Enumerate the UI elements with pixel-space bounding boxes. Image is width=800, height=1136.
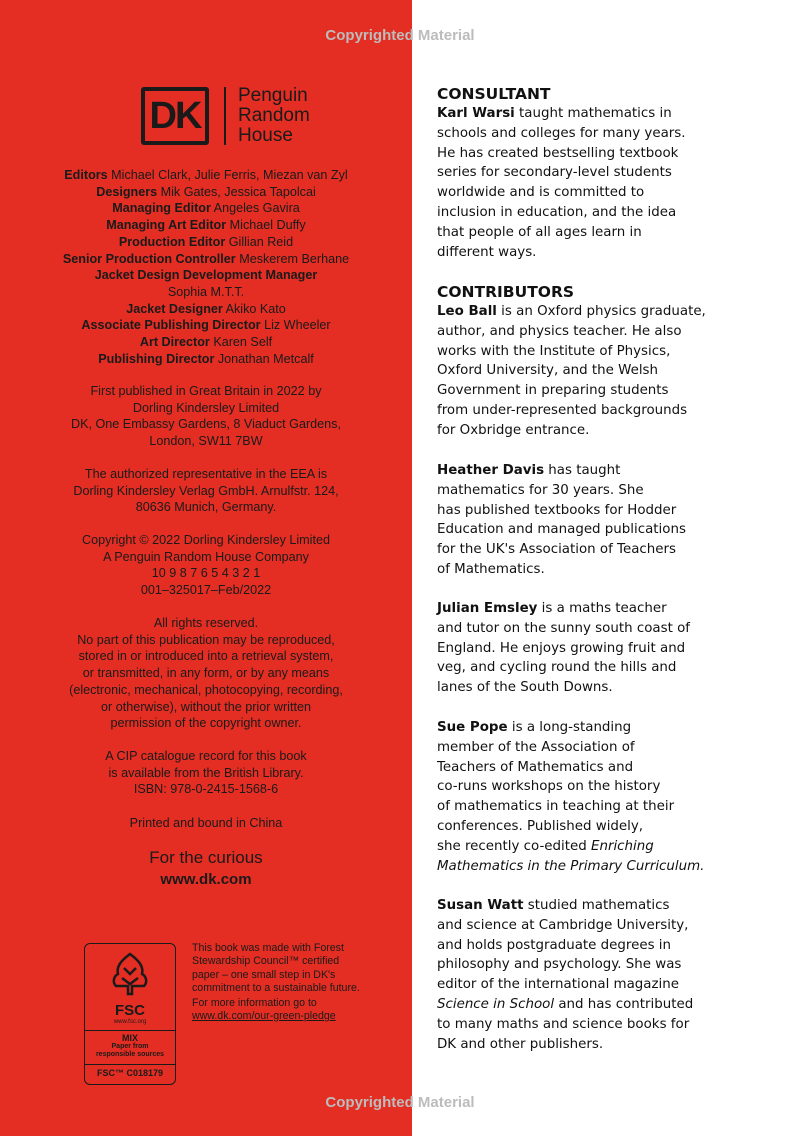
dk-logo: DK <box>141 87 209 145</box>
copyright-block: Copyright © 2022 Dorling Kindersley Limited A Penguin Random House Company 10 9 8 7 6 5 4 3 2 1 001–325017–Feb/2022 <box>82 533 330 598</box>
consultant-section: CONSULTANT Karl Warsi taught mathematics in schools and colleges for many years. He has created bestselling textbook series for secondary-level students worldwide and is committed to inclusion in education, and the idea that people of all ages learn in different ways. <box>437 85 787 262</box>
logo-divider <box>224 87 226 145</box>
contributor-julian-emsley: Julian Emsley is a maths teacher and tutor on the sunny south coast of England. He enjoys growing fruit and veg, and cycling round the hills and lanes of the South Downs. <box>437 601 690 696</box>
first-published-block: First published in Great Britain in 2022 by Dorling Kindersley Limited DK, One Embassy Gardens, 8 Viaduct Gardens, London, SW11 7BW <box>71 384 341 449</box>
consultant-name: Karl Warsi <box>437 106 515 121</box>
fsc-code: FSC™ C018179 <box>85 1064 175 1078</box>
tagline: For the curious <box>149 848 263 867</box>
contributor-name: Julian Emsley <box>437 601 538 616</box>
contributors-section: CONTRIBUTORS Leo Ball is an Oxford physics graduate, author, and physics teacher. He also works with the Institute of Physics, Oxford University, and the Welsh Government in preparing students from under-represented backgrounds for Oxbridge entrance. <box>437 283 787 441</box>
credit-line: Managing Editor Angeles Gavira <box>112 201 300 216</box>
credit-line: Jacket Designer Akiko Kato <box>126 301 286 316</box>
contributor-name: Susan Watt <box>437 898 524 913</box>
fsc-tree-icon <box>104 950 156 998</box>
contributor-name: Leo Ball <box>437 304 497 319</box>
credit-line: Production Editor Gillian Reid <box>118 234 294 249</box>
rights-block: All rights reserved. No part of this publication may be reproduced, stored in or introduced into a retrieval system, or transmitted, in any form, or by any means (electronic, mechanical, photocopying, recording, or otherwise), without the prior written permission of the copyright owner. <box>69 616 343 731</box>
website-link[interactable]: www.dk.com <box>160 871 252 888</box>
contributor-sue-pope: Sue Pope is a long-standing member of the Association of Teachers of Mathematics and co-runs workshops on the history of mathematics in teaching at their conferences. Published widely, she recently co-edited Enriching Mathematics in the Primary Curriculum. <box>437 720 705 874</box>
fsc-mix: MIX <box>85 1030 175 1043</box>
credit-line: Editors Michael Clark, Julie Ferris, Miezan van Zyl <box>64 168 348 182</box>
consultant-heading: CONSULTANT <box>437 85 551 103</box>
contributor-name: Sue Pope <box>437 720 508 735</box>
contributor-heather-davis: Heather Davis has taught mathematics for 30 years. She has published textbooks for Hodder Education and managed publications for the UK's Association of Teachers of Mathematics. <box>437 463 686 577</box>
contributors-heading: CONTRIBUTORS <box>437 283 575 301</box>
contributor-susan-watt: Susan Watt studied mathematics and science at Cambridge University, and holds postgraduate degrees in philosophy and psychology. She was editor of the international magazine Science in School and has contributed to many maths and science books for DK and other publishers. <box>437 898 694 1052</box>
tagline-block <box>20 847 392 891</box>
contributor-name: Heather Davis <box>437 463 545 478</box>
credit-line: Sophia M.T.T. <box>167 284 245 299</box>
credit-line: Senior Production Controller Meskerem Berhane <box>62 251 350 266</box>
credit-line: Art Director Karen Self <box>139 335 273 350</box>
credit-line: Jacket Design Development Manager <box>94 268 318 283</box>
fsc-web: www.fsc.org <box>113 1019 147 1025</box>
fsc-statement: This book was made with Forest Stewardship Council™ certified paper – one small step in DK's commitment to a sustainable future. For more information go to www.dk.com/our-green-pledge <box>192 942 392 1023</box>
printed-in: Printed and bound in China <box>129 816 283 830</box>
penguin-random-house-logo: Penguin Random House <box>238 85 310 146</box>
fsc-name: FSC <box>115 1002 145 1019</box>
credit-line: Publishing Director Jonathan Metcalf <box>98 351 314 366</box>
credit-line: Associate Publishing Director Liz Wheeler <box>81 318 331 333</box>
dk-prh-logo <box>141 85 310 147</box>
credit-line: Designers Mik Gates, Jessica Tapolcai <box>96 184 316 199</box>
credit-line: Managing Art Editor Michael Duffy <box>106 218 306 233</box>
credits-list <box>20 167 392 367</box>
watermark-top: Copyrighted Material <box>325 27 475 44</box>
fsc-paper-text: Paper from responsible sources <box>95 1043 165 1058</box>
cip-block: A CIP catalogue record for this book is available from the British Library. ISBN: 978-0-2415-1568-6 <box>105 749 307 797</box>
fsc-badge <box>84 943 176 1085</box>
watermark-bottom: Copyrighted Material <box>325 1094 475 1111</box>
eea-representative-block: The authorized representative in the EEA is Dorling Kindersley Verlag GmbH. Arnulfstr. 124, 80636 Munich, Germany. <box>73 467 339 515</box>
green-pledge-link[interactable]: www.dk.com/our-green-pledge <box>192 1010 336 1023</box>
